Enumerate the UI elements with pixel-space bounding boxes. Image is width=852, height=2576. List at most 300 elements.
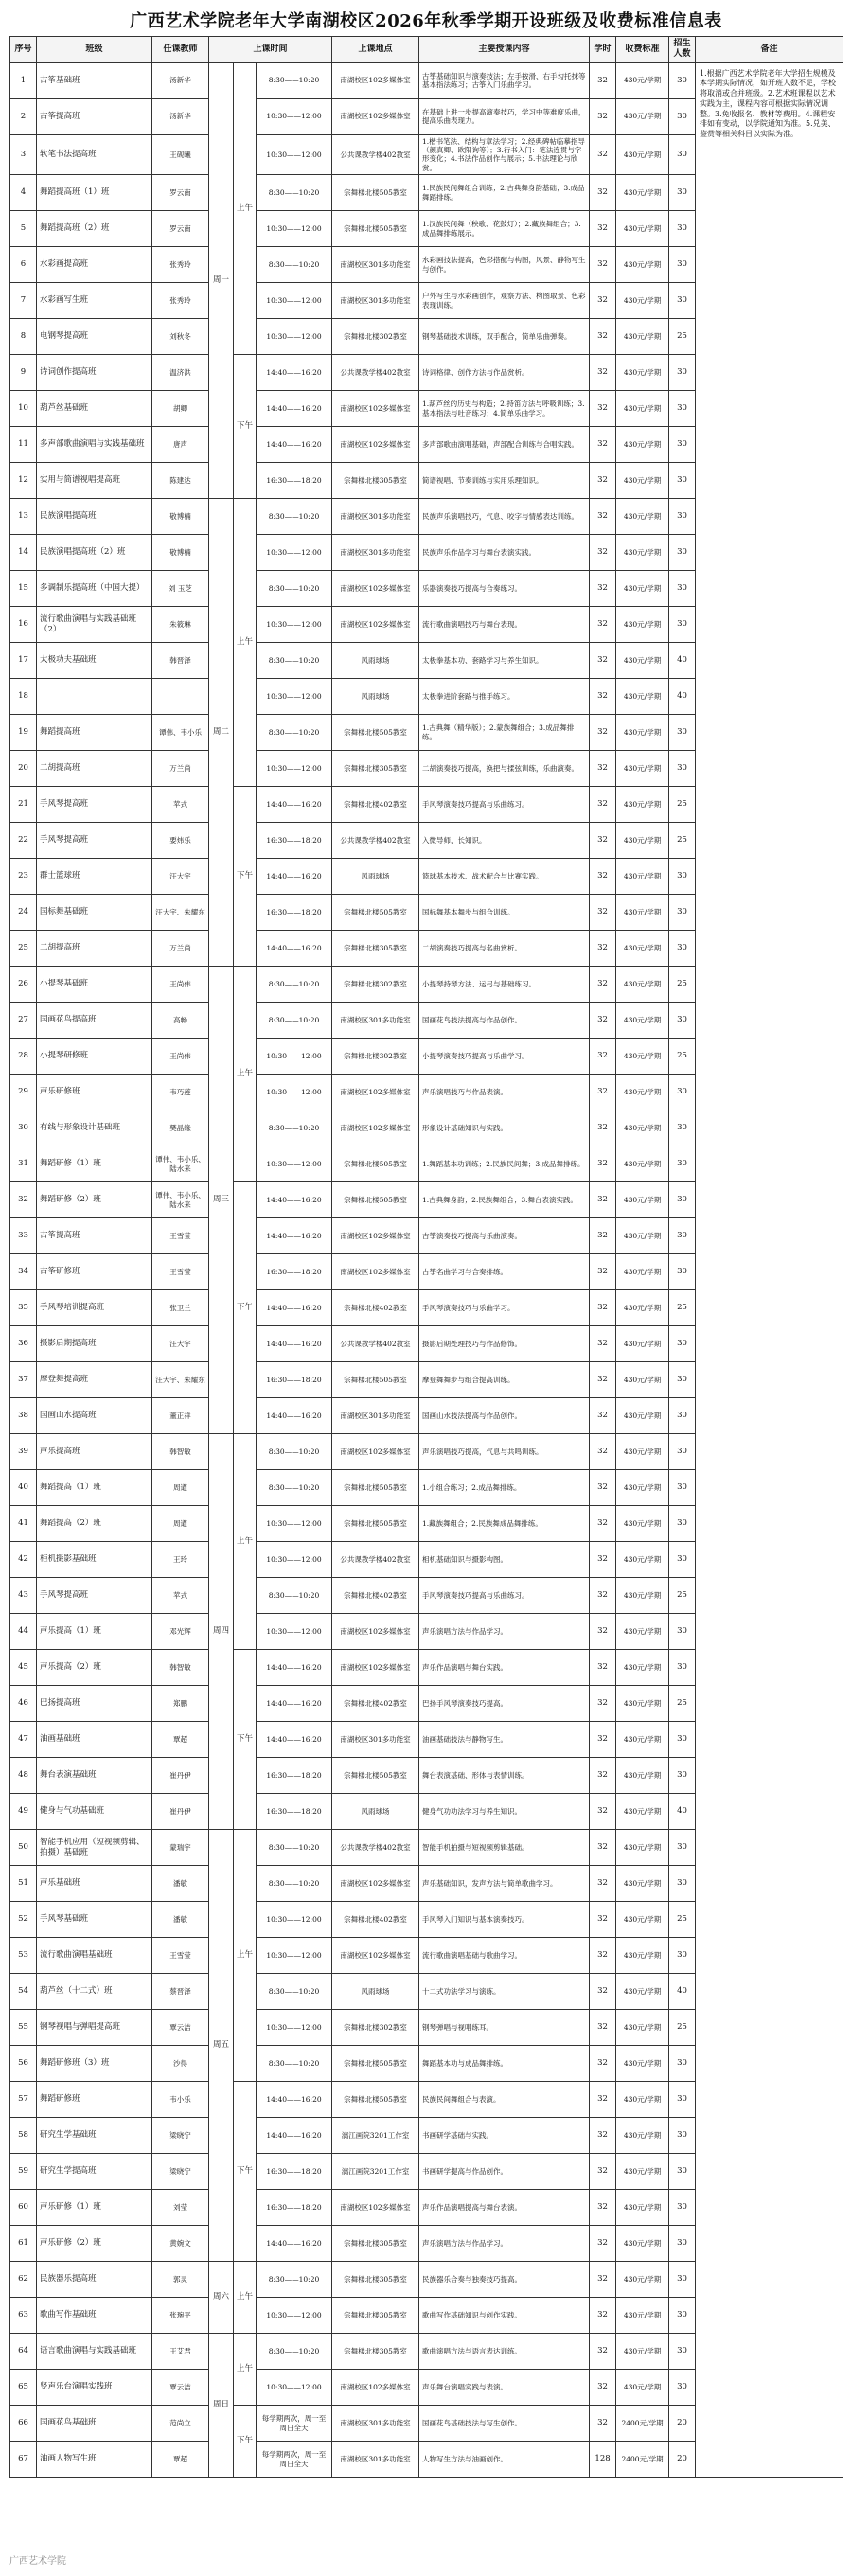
schedule-table xyxy=(9,36,843,2478)
cell-hours: 32 xyxy=(590,1075,616,1110)
cell-teacher: 王玲 xyxy=(152,1542,209,1578)
cell-teacher: 万兰尚 xyxy=(152,931,209,967)
cell-no: 56 xyxy=(10,2046,37,2082)
cell-no: 57 xyxy=(10,2082,37,2118)
cell-no: 65 xyxy=(10,2370,37,2406)
cell-time: 14:40——16:20 xyxy=(257,1722,332,1758)
cell-quota: 30 xyxy=(669,1326,696,1362)
cell-hours: 32 xyxy=(590,2190,616,2226)
cell-no: 5 xyxy=(10,211,37,247)
cell-time: 14:40——16:20 xyxy=(257,1290,332,1326)
cell-teacher: 高畅 xyxy=(152,1003,209,1039)
cell-no: 28 xyxy=(10,1039,37,1075)
cell-content: 声乐作品演唱提高与舞台表演。 xyxy=(419,2190,590,2226)
cell-teacher: 梁晓宁 xyxy=(152,2118,209,2154)
cell-time: 10:30——12:00 xyxy=(257,2370,332,2406)
cell-hours: 32 xyxy=(590,1614,616,1650)
table-header-row xyxy=(10,37,843,63)
cell-content: 声乐基础知识，发声方法与简单歌曲学习。 xyxy=(419,1866,590,1902)
cell-time: 8:30——10:20 xyxy=(257,2334,332,2370)
cell-half: 上午 xyxy=(234,2334,257,2406)
cell-fee: 430元/学期 xyxy=(616,1075,669,1110)
cell-place: 风雨球场 xyxy=(332,1974,419,2010)
cell-no: 49 xyxy=(10,1794,37,1830)
cell-no: 35 xyxy=(10,1290,37,1326)
cell-time: 10:30——12:00 xyxy=(257,751,332,787)
cell-no: 8 xyxy=(10,319,37,355)
cell-quota: 30 xyxy=(669,1722,696,1758)
cell-no: 64 xyxy=(10,2334,37,2370)
cell-time: 8:30——10:20 xyxy=(257,715,332,751)
cell-teacher: 要炜乐 xyxy=(152,823,209,859)
cell-class: 舞蹈提高班（2）班 xyxy=(37,211,152,247)
cell-teacher: 汪大宇 xyxy=(152,859,209,895)
cell-time: 10:30——12:00 xyxy=(257,535,332,571)
cell-no: 52 xyxy=(10,1902,37,1938)
cell-time: 8:30——10:20 xyxy=(257,499,332,535)
cell-quota: 40 xyxy=(669,679,696,715)
cell-fee: 430元/学期 xyxy=(616,2154,669,2190)
cell-hours: 32 xyxy=(590,1758,616,1794)
cell-class: 摩登舞提高班 xyxy=(37,1362,152,1398)
cell-time: 10:30——12:00 xyxy=(257,1506,332,1542)
cell-class: 民族演唱提高班 xyxy=(37,499,152,535)
cell-place: 南湖校区301多功能室 xyxy=(332,1722,419,1758)
cell-quota: 40 xyxy=(669,1794,696,1830)
cell-hours: 32 xyxy=(590,1938,616,1974)
cell-hours: 32 xyxy=(590,823,616,859)
cell-place: 宗舞楼北楼305教室 xyxy=(332,463,419,499)
cell-quota: 30 xyxy=(669,1866,696,1902)
cell-fee: 430元/学期 xyxy=(616,2298,669,2334)
cell-time: 8:30——10:20 xyxy=(257,967,332,1003)
cell-teacher xyxy=(152,679,209,715)
cell-fee: 430元/学期 xyxy=(616,1506,669,1542)
cell-quota: 30 xyxy=(669,2118,696,2154)
cell-fee: 2400元/学期 xyxy=(616,2442,669,2478)
cell-quota: 30 xyxy=(669,1218,696,1254)
cell-quota: 30 xyxy=(669,211,696,247)
cell-time: 8:30——10:20 xyxy=(257,1830,332,1866)
cell-class: 舞蹈研修班（3）班 xyxy=(37,2046,152,2082)
cell-no: 41 xyxy=(10,1506,37,1542)
cell-fee: 430元/学期 xyxy=(616,319,669,355)
cell-quota: 30 xyxy=(669,247,696,283)
cell-no: 44 xyxy=(10,1614,37,1650)
cell-no: 14 xyxy=(10,535,37,571)
col-header-place: 上课地点 xyxy=(332,37,419,63)
cell-fee: 430元/学期 xyxy=(616,2046,669,2082)
col-header-quota: 招生人数 xyxy=(669,37,696,63)
cell-place: 南湖校区102多媒体室 xyxy=(332,98,419,134)
cell-fee: 430元/学期 xyxy=(616,823,669,859)
cell-teacher: 罗云南 xyxy=(152,175,209,211)
cell-fee: 430元/学期 xyxy=(616,1758,669,1794)
cell-teacher: 蒙瑞宇 xyxy=(152,1830,209,1866)
cell-place: 风雨球场 xyxy=(332,859,419,895)
cell-class: 葫芦丝（十二式）班 xyxy=(37,1974,152,2010)
cell-class: 国画花鸟提高班 xyxy=(37,1003,152,1039)
cell-class: 多调制乐提高班（中国大提） xyxy=(37,571,152,607)
cell-hours: 32 xyxy=(590,391,616,427)
cell-teacher: 罗云南 xyxy=(152,211,209,247)
cell-quota: 20 xyxy=(669,2406,696,2442)
cell-quota: 30 xyxy=(669,1542,696,1578)
cell-quota: 30 xyxy=(669,2334,696,2370)
cell-place: 宗舞楼北楼305教室 xyxy=(332,2226,419,2262)
cell-quota: 30 xyxy=(669,607,696,643)
cell-hours: 32 xyxy=(590,571,616,607)
cell-content: 手风琴演奏技巧提高与乐曲练习。 xyxy=(419,787,590,823)
cell-class: 舞台表演基础班 xyxy=(37,1758,152,1794)
cell-hours: 32 xyxy=(590,247,616,283)
cell-hours: 32 xyxy=(590,98,616,134)
cell-content: 摩登舞舞步与组合提高训练。 xyxy=(419,1362,590,1398)
cell-time: 14:40——16:20 xyxy=(257,427,332,463)
cell-class: 流行歌曲演唱基础班 xyxy=(37,1938,152,1974)
cell-teacher: 胡卿 xyxy=(152,391,209,427)
cell-time: 16:30——18:20 xyxy=(257,1794,332,1830)
cell-fee: 430元/学期 xyxy=(616,1003,669,1039)
cell-class: 民族器乐提高班 xyxy=(37,2262,152,2298)
cell-content: 民族民间舞组合与表演。 xyxy=(419,2082,590,2118)
cell-no: 1 xyxy=(10,62,37,98)
col-header-content: 主要授课内容 xyxy=(419,37,590,63)
cell-content: 国画花鸟技法提高与作品创作。 xyxy=(419,1003,590,1039)
cell-half: 上午 xyxy=(234,499,257,787)
cell-quota: 30 xyxy=(669,463,696,499)
cell-no: 32 xyxy=(10,1182,37,1218)
cell-quota: 30 xyxy=(669,1110,696,1146)
cell-hours: 32 xyxy=(590,1794,616,1830)
cell-hours: 32 xyxy=(590,319,616,355)
cell-place: 宗舞楼北楼305教室 xyxy=(332,931,419,967)
cell-class: 古筝研修班 xyxy=(37,1254,152,1290)
cell-class: 小提琴基础班 xyxy=(37,967,152,1003)
cell-place: 公共课教学楼402教室 xyxy=(332,1542,419,1578)
cell-time: 8:30——10:20 xyxy=(257,2262,332,2298)
cell-no: 50 xyxy=(10,1830,37,1866)
cell-content: 歌曲写作基础知识与创作实践。 xyxy=(419,2298,590,2334)
cell-teacher: 董正祥 xyxy=(152,1398,209,1434)
cell-no: 36 xyxy=(10,1326,37,1362)
cell-quota: 30 xyxy=(669,2262,696,2298)
cell-no: 47 xyxy=(10,1722,37,1758)
cell-day: 周六 xyxy=(209,2262,234,2334)
cell-content: 古筝演奏技巧提高与乐曲演奏。 xyxy=(419,1218,590,1254)
cell-class: 软笔书法提高班 xyxy=(37,134,152,175)
cell-content: 声乐舞台演唱实践与表演。 xyxy=(419,2370,590,2406)
cell-teacher: 邓光辉 xyxy=(152,1614,209,1650)
cell-no: 18 xyxy=(10,679,37,715)
cell-teacher: 王雪莹 xyxy=(152,1938,209,1974)
cell-teacher: 万兰尚 xyxy=(152,751,209,787)
cell-fee: 430元/学期 xyxy=(616,1866,669,1902)
cell-no: 51 xyxy=(10,1866,37,1902)
cell-time: 每学期两次，周一至周日全天 xyxy=(257,2442,332,2478)
cell-no: 63 xyxy=(10,2298,37,2334)
cell-class: 国标舞基础班 xyxy=(37,895,152,931)
cell-time: 10:30——12:00 xyxy=(257,2010,332,2046)
cell-content: 多声部歌曲演唱基础，声部配合训练与合唱实践。 xyxy=(419,427,590,463)
cell-content: 1.楷书笔法、结构与章法学习；2.经典碑帖临摹指导（颜真卿、欧阳询等）；3.行书入门：笔法连贯与字形变化；4.书法作品创作与展示；5.书法理论与欣赏。 xyxy=(419,134,590,175)
cell-no: 58 xyxy=(10,2118,37,2154)
cell-content: 1.舞蹈基本功训练；2.民族民间舞；3.成品舞排练。 xyxy=(419,1146,590,1182)
cell-hours: 32 xyxy=(590,1039,616,1075)
cell-no: 23 xyxy=(10,859,37,895)
cell-hours: 32 xyxy=(590,787,616,823)
cell-class: 油画基础班 xyxy=(37,1722,152,1758)
cell-content: 太极拳基本功、套路学习与养生知识。 xyxy=(419,643,590,679)
cell-fee: 430元/学期 xyxy=(616,787,669,823)
cell-fee: 430元/学期 xyxy=(616,1146,669,1182)
cell-quota: 25 xyxy=(669,1039,696,1075)
cell-fee: 430元/学期 xyxy=(616,499,669,535)
cell-no: 38 xyxy=(10,1398,37,1434)
cell-place: 宗舞楼北楼302教室 xyxy=(332,967,419,1003)
cell-place: 南湖校区301多功能室 xyxy=(332,535,419,571)
cell-half: 上午 xyxy=(234,62,257,355)
cell-fee: 430元/学期 xyxy=(616,1362,669,1398)
cell-place: 宗舞楼北楼505教室 xyxy=(332,1362,419,1398)
cell-hours: 32 xyxy=(590,931,616,967)
cell-hours: 32 xyxy=(590,463,616,499)
cell-place: 南湖校区102多媒体室 xyxy=(332,1650,419,1686)
cell-day: 周日 xyxy=(209,2334,234,2478)
cell-place: 公共课教学楼402教室 xyxy=(332,355,419,391)
cell-no: 30 xyxy=(10,1110,37,1146)
cell-class: 油画人物写生班 xyxy=(37,2442,152,2478)
cell-place: 宗舞楼北楼302教室 xyxy=(332,1039,419,1075)
cell-place: 南湖校区102多媒体室 xyxy=(332,62,419,98)
cell-hours: 32 xyxy=(590,1542,616,1578)
cell-no: 2 xyxy=(10,98,37,134)
cell-no: 24 xyxy=(10,895,37,931)
cell-quota: 25 xyxy=(669,823,696,859)
cell-fee: 430元/学期 xyxy=(616,2190,669,2226)
cell-time: 14:40——16:20 xyxy=(257,787,332,823)
col-header-notes: 备注 xyxy=(696,37,843,63)
cell-content: 声乐演唱技巧与作品表演。 xyxy=(419,1075,590,1110)
cell-fee: 430元/学期 xyxy=(616,2010,669,2046)
cell-quota: 25 xyxy=(669,319,696,355)
cell-teacher: 苹式 xyxy=(152,787,209,823)
cell-time: 10:30——12:00 xyxy=(257,2298,332,2334)
cell-fee: 430元/学期 xyxy=(616,571,669,607)
cell-content: 篮球基本技术、战术配合与比赛实践。 xyxy=(419,859,590,895)
cell-time: 14:40——16:20 xyxy=(257,1398,332,1434)
cell-teacher: 张卫兰 xyxy=(152,1290,209,1326)
cell-no: 19 xyxy=(10,715,37,751)
cell-teacher: 沙得 xyxy=(152,2046,209,2082)
cell-fee: 430元/学期 xyxy=(616,1578,669,1614)
cell-time: 16:30——18:20 xyxy=(257,2154,332,2190)
cell-hours: 32 xyxy=(590,1398,616,1434)
cell-content: 户外写生与水彩画创作，观察方法、构图取景、色彩表现训练。 xyxy=(419,283,590,319)
cell-quota: 30 xyxy=(669,2226,696,2262)
cell-no: 22 xyxy=(10,823,37,859)
cell-time: 10:30——12:00 xyxy=(257,1039,332,1075)
cell-hours: 32 xyxy=(590,2298,616,2334)
cell-fee: 430元/学期 xyxy=(616,247,669,283)
cell-content: 流行歌曲演唱基础与歌曲学习。 xyxy=(419,1938,590,1974)
cell-quota: 30 xyxy=(669,98,696,134)
cell-place: 宗舞楼北楼302教室 xyxy=(332,2010,419,2046)
cell-time: 8:30——10:20 xyxy=(257,643,332,679)
cell-fee: 430元/学期 xyxy=(616,1398,669,1434)
cell-class: 古筝提高班 xyxy=(37,98,152,134)
cell-place: 南湖校区301多功能室 xyxy=(332,2406,419,2442)
cell-fee: 430元/学期 xyxy=(616,1794,669,1830)
cell-class: 舞蹈提高（1）班 xyxy=(37,1470,152,1506)
cell-class: 研究生学基础班 xyxy=(37,2118,152,2154)
cell-fee: 430元/学期 xyxy=(616,895,669,931)
cell-no: 40 xyxy=(10,1470,37,1506)
cell-hours: 32 xyxy=(590,175,616,211)
cell-content: 国标舞基本舞步与组合训练。 xyxy=(419,895,590,931)
cell-teacher: 韦小乐 xyxy=(152,2082,209,2118)
cell-fee: 430元/学期 xyxy=(616,283,669,319)
cell-place: 南湖校区301多功能室 xyxy=(332,1398,419,1434)
cell-content: 巴扬手风琴演奏技巧提高。 xyxy=(419,1686,590,1722)
cell-hours: 32 xyxy=(590,2262,616,2298)
cell-teacher: 汤新华 xyxy=(152,98,209,134)
cell-class: 手风琴基础班 xyxy=(37,1902,152,1938)
cell-quota: 40 xyxy=(669,1974,696,2010)
cell-content: 民族器乐合奏与独奏技巧提高。 xyxy=(419,2262,590,2298)
cell-place: 宗舞楼北楼505教室 xyxy=(332,1146,419,1182)
cell-day: 周五 xyxy=(209,1830,234,2262)
cell-fee: 430元/学期 xyxy=(616,391,669,427)
cell-teacher: 唐声 xyxy=(152,427,209,463)
cell-quota: 25 xyxy=(669,1902,696,1938)
cell-content: 国画山水技法提高与作品创作。 xyxy=(419,1398,590,1434)
cell-hours: 32 xyxy=(590,1362,616,1398)
cell-class: 诗词创作提高班 xyxy=(37,355,152,391)
cell-class: 手风琴培训提高班 xyxy=(37,1290,152,1326)
cell-class: 古筝基础班 xyxy=(37,62,152,98)
cell-hours: 32 xyxy=(590,1003,616,1039)
cell-content: 太极拳进阶套路与推手练习。 xyxy=(419,679,590,715)
cell-teacher: 蔡晋泽 xyxy=(152,1974,209,2010)
cell-hours: 32 xyxy=(590,535,616,571)
cell-content: 简谱视唱、节奏训练与实用乐理知识。 xyxy=(419,463,590,499)
cell-no: 27 xyxy=(10,1003,37,1039)
cell-place: 宗舞楼北楼402教室 xyxy=(332,787,419,823)
cell-day: 周四 xyxy=(209,1434,234,1830)
cell-no: 53 xyxy=(10,1938,37,1974)
cell-no: 29 xyxy=(10,1075,37,1110)
cell-fee: 430元/学期 xyxy=(616,859,669,895)
cell-hours: 32 xyxy=(590,1974,616,2010)
cell-quota: 30 xyxy=(669,1758,696,1794)
cell-teacher: 覃云洁 xyxy=(152,2370,209,2406)
cell-time: 14:40——16:20 xyxy=(257,391,332,427)
cell-time: 14:40——16:20 xyxy=(257,1218,332,1254)
cell-no: 66 xyxy=(10,2406,37,2442)
cell-quota: 25 xyxy=(669,1686,696,1722)
cell-quota: 30 xyxy=(669,355,696,391)
cell-place: 南湖校区301多功能室 xyxy=(332,499,419,535)
cell-fee: 430元/学期 xyxy=(616,98,669,134)
cell-teacher: 温济洪 xyxy=(152,355,209,391)
cell-quota: 25 xyxy=(669,967,696,1003)
cell-time: 8:30——10:20 xyxy=(257,1470,332,1506)
cell-no: 17 xyxy=(10,643,37,679)
cell-content: 手风琴演奏技巧与乐曲学习。 xyxy=(419,1290,590,1326)
cell-place: 宗舞楼北楼402教室 xyxy=(332,1902,419,1938)
cell-hours: 32 xyxy=(590,62,616,98)
cell-class: 舞蹈研修班 xyxy=(37,2082,152,2118)
cell-no: 20 xyxy=(10,751,37,787)
cell-place: 宗舞楼北楼302教室 xyxy=(332,319,419,355)
cell-class: 小提琴研修班 xyxy=(37,1039,152,1075)
cell-teacher: 潘敏 xyxy=(152,1902,209,1938)
cell-class: 钢琴视唱与弹唱提高班 xyxy=(37,2010,152,2046)
cell-teacher: 韩智敏 xyxy=(152,1650,209,1686)
cell-fee: 430元/学期 xyxy=(616,535,669,571)
cell-class: 巴扬提高班 xyxy=(37,1686,152,1722)
cell-class: 手风琴提高班 xyxy=(37,823,152,859)
cell-time: 14:40——16:20 xyxy=(257,2082,332,2118)
cell-place: 南湖校区102多媒体室 xyxy=(332,427,419,463)
cell-quota: 30 xyxy=(669,1398,696,1434)
cell-fee: 430元/学期 xyxy=(616,2226,669,2262)
cell-content: 1.古典舞（精华版）；2.蒙族舞组合；3.成品舞排练。 xyxy=(419,715,590,751)
cell-class: 舞蹈提高班 xyxy=(37,715,152,751)
cell-class: 实用与简谱视唱提高班 xyxy=(37,463,152,499)
cell-time: 10:30——12:00 xyxy=(257,98,332,134)
cell-place: 宗舞楼北楼305教室 xyxy=(332,751,419,787)
cell-teacher: 梁晓宁 xyxy=(152,2154,209,2190)
cell-time: 10:30——12:00 xyxy=(257,679,332,715)
cell-teacher: 王砚曦 xyxy=(152,134,209,175)
cell-quota: 30 xyxy=(669,2370,696,2406)
cell-class: 手风琴提高班 xyxy=(37,1578,152,1614)
cell-no: 16 xyxy=(10,607,37,643)
cell-day: 周三 xyxy=(209,967,234,1434)
cell-content: 1.藏族舞组合；2.民族舞成品舞排练。 xyxy=(419,1506,590,1542)
cell-content: 舞台表演基础、形体与表情训练。 xyxy=(419,1758,590,1794)
cell-quota: 25 xyxy=(669,787,696,823)
cell-fee: 430元/学期 xyxy=(616,134,669,175)
cell-place: 宗舞楼北楼402教室 xyxy=(332,1290,419,1326)
cell-hours: 32 xyxy=(590,2334,616,2370)
cell-class: 手风琴提高班 xyxy=(37,787,152,823)
cell-fee: 430元/学期 xyxy=(616,1110,669,1146)
cell-class: 舞蹈提高（2）班 xyxy=(37,1506,152,1542)
cell-place: 宗舞楼北楼505教室 xyxy=(332,211,419,247)
cell-time: 10:30——12:00 xyxy=(257,1902,332,1938)
cell-no: 3 xyxy=(10,134,37,175)
cell-class: 舞蹈研修（2）班 xyxy=(37,1182,152,1218)
cell-teacher: 汪大宇、朱耀东 xyxy=(152,895,209,931)
cell-hours: 32 xyxy=(590,751,616,787)
cell-half: 下午 xyxy=(234,355,257,499)
cell-quota: 30 xyxy=(669,535,696,571)
cell-time: 10:30——12:00 xyxy=(257,607,332,643)
cell-teacher: 张秀玲 xyxy=(152,247,209,283)
cell-content: 摄影后期处理技巧与作品修饰。 xyxy=(419,1326,590,1362)
cell-time: 10:30——12:00 xyxy=(257,319,332,355)
cell-time: 16:30——18:20 xyxy=(257,1362,332,1398)
cell-hours: 32 xyxy=(590,1830,616,1866)
cell-place: 宗舞楼北楼305教室 xyxy=(332,2262,419,2298)
cell-class: 葫芦丝基础班 xyxy=(37,391,152,427)
cell-content: 声乐演唱方法与作品学习。 xyxy=(419,2226,590,2262)
cell-hours: 32 xyxy=(590,1290,616,1326)
cell-fee: 430元/学期 xyxy=(616,1182,669,1218)
